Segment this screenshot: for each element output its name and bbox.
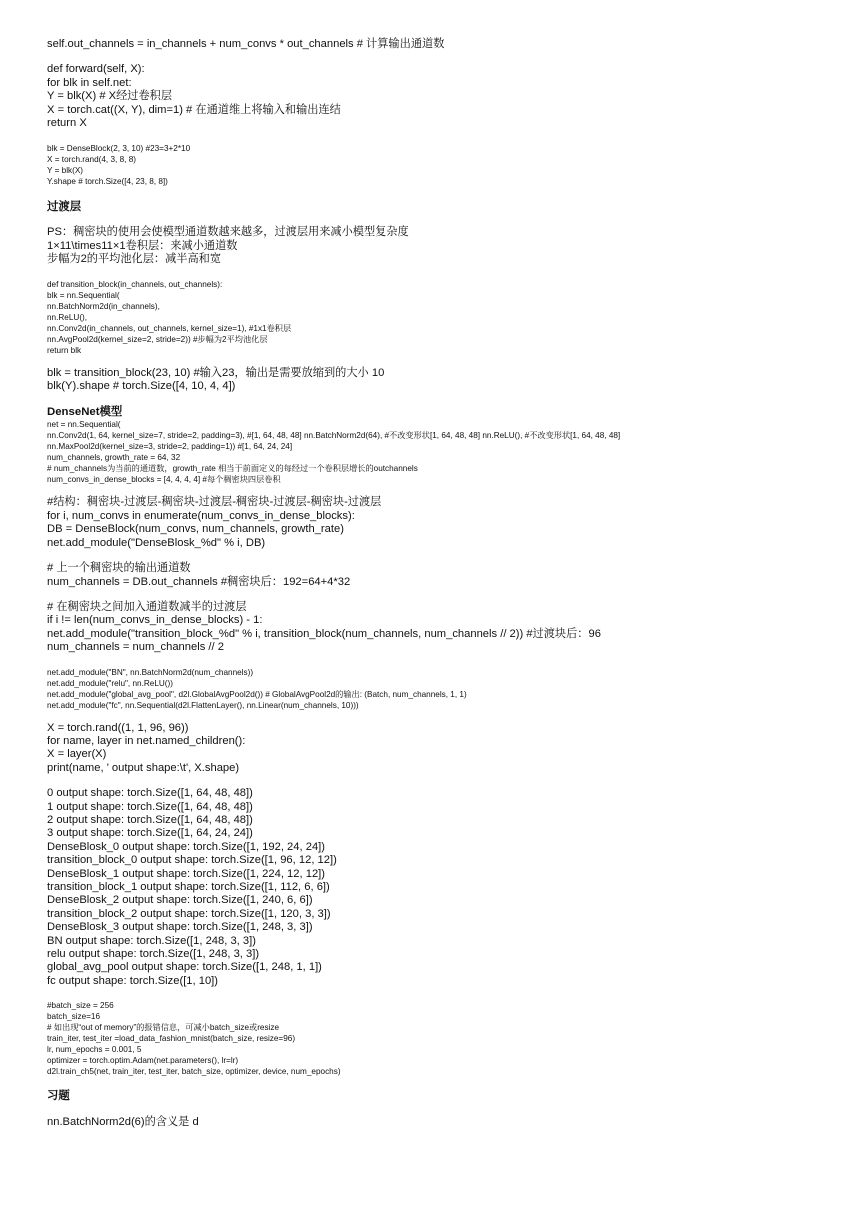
text-line: DenseBlosk_3 output shape: torch.Size([1, 248, 3, 3]) [47,921,313,934]
text-line: Y = blk(X) [47,166,84,176]
text-line: # 上一个稠密块的输出通道数 [47,562,191,575]
code-block [47,1000,847,1077]
text-line: net = nn.Sequential( [47,420,121,430]
text-line: nn.MaxPool2d(kernel_size=3, stride=2, padding=1)) #[1, 64, 24, 24] [47,442,293,452]
text-block [47,562,847,589]
text-line: 步幅为2的平均池化层：减半高和宽 [47,253,222,266]
text-line: global_avg_pool output shape: torch.Size([1, 248, 1, 1]) [47,961,322,974]
text-line: return X [47,117,87,130]
code-block [47,143,847,187]
text-line: num_channels = DB.out_channels #稠密块后：192=64+4*32 [47,575,351,588]
text-line: for name, layer in net.named_children(): [47,734,246,747]
text-line: X = torch.rand(4, 3, 8, 8) [47,155,136,165]
text-line: transition_block_1 output shape: torch.Size([1, 112, 6, 6]) [47,881,330,893]
text-block [47,787,847,988]
text-line: X = torch.cat((X, Y), dim=1) # 在通道维上将输入和输出连结 [47,103,341,116]
text-line: # 如出现“out of memory”的报错信息，可减小batch_size或resize [47,1023,280,1033]
text-line: blk = DenseBlock(2, 3, 10) #23=3+2*10 [47,144,191,154]
text-block [47,367,847,394]
text-line: batch_size=16 [47,1012,101,1022]
text-line: nn.Conv2d(in_channels, out_channels, kernel_size=1), #1x1卷积层 [47,323,292,333]
text-line: num_channels = num_channels // 2 [47,641,224,654]
text-block [47,226,847,266]
text-line: X = layer(X) [47,748,107,761]
text-block [47,63,847,130]
text-line: nn.AvgPool2d(kernel_size=2, stride=2)) #步幅为2平均池化层 [47,334,268,344]
text-line: BN output shape: torch.Size([1, 248, 3, 3]) [47,934,256,947]
text-line: print(name, ' output shape:\t', X.shape) [47,761,240,774]
text-line: for blk in self.net: [47,76,132,89]
text-line: for i, num_convs in enumerate(num_convs_in_dense_blocks): [47,509,355,522]
text-line: Y.shape # torch.Size([4, 23, 8, 8]) [47,177,168,187]
text-line: if i != len(num_convs_in_dense_blocks) - 1: [47,614,263,627]
text-block [47,38,847,51]
text-line: net.add_module("transition_block_%d" % i, transition_block(num_channels, num_channels // 2)) #过渡块后：96 [47,627,601,640]
text-line: blk = transition_block(23, 10) #输入23，输出是需要放缩到的大小 10 [47,366,385,379]
text-line: num_channels, growth_rate = 64, 32 [47,453,181,463]
text-line: transition_block_0 output shape: torch.Size([1, 96, 12, 12]) [47,854,337,867]
text-line: DenseBlosk_1 output shape: torch.Size([1, 224, 12, 12]) [47,867,325,880]
section-heading [47,405,847,419]
text-line: Y = blk(X) # X经过卷积层 [47,90,173,103]
text-line: fc output shape: torch.Size([1, 10]) [47,974,219,987]
text-line: 3 output shape: torch.Size([1, 64, 24, 24]) [47,827,253,840]
text-line: DenseBlosk_0 output shape: torch.Size([1, 192, 24, 24]) [47,840,325,853]
text-line: blk = nn.Sequential( [47,290,120,300]
text-line: lr, num_epochs = 0.001, 5 [47,1045,142,1055]
document-body [47,38,847,1130]
text-line: train_iter, test_iter =load_data_fashion_mnist(batch_size, resize=96) [47,1034,296,1044]
text-line: # num_channels为当前的通道数，growth_rate 相当于前面定义的每经过一个卷积层增长的outchannels [47,464,418,474]
text-line: 1×11\times11×1卷积层：来减小通道数 [47,239,238,252]
section-heading [47,200,847,214]
text-line: optimizer = torch.optim.Adam(net.parameters(), lr=lr) [47,1056,239,1066]
text-line: net.add_module("DenseBlosk_%d" % i, DB) [47,536,266,549]
text-line: PS：稠密块的使用会使模型通道数越来越多，过渡层用来减小模型复杂度 [47,226,409,239]
text-line: nn.BatchNorm2d(6)的含义是 d [47,1116,199,1129]
text-line: def transition_block(in_channels, out_channels): [47,279,223,289]
text-block [47,601,847,655]
text-line: nn.BatchNorm2d(in_channels), [47,301,160,311]
text-line: transition_block_2 output shape: torch.Size([1, 120, 3, 3]) [47,907,331,920]
text-line: X = torch.rand((1, 1, 96, 96)) [47,721,189,734]
text-line: d2l.train_ch5(net, train_iter, test_iter, batch_size, optimizer, device, num_epochs) [47,1067,341,1077]
text-line: def forward(self, X): [47,63,145,76]
text-block [47,1116,847,1129]
text-line: net.add_module("fc", nn.Sequential(d2l.FlattenLayer(), nn.Linear(num_channels, 10))) [47,700,359,710]
text-line: 0 output shape: torch.Size([1, 64, 48, 48]) [47,787,253,800]
text-line: DenseNet模型 [47,406,123,419]
text-line: 习题 [47,1090,70,1103]
text-line: #batch_size = 256 [47,1001,114,1011]
text-line: self.out_channels = in_channels + num_convs * out_channels # 计算输出通道数 [47,38,445,50]
code-block [47,419,847,485]
text-line: net.add_module("global_avg_pool", d2l.GlobalAvgPool2d()) # GlobalAvgPool2d的输出: (Batch, num_channels, 1, 1) [47,689,467,699]
text-line: 2 output shape: torch.Size([1, 64, 48, 48]) [47,813,253,826]
text-line: net.add_module("relu", nn.ReLU()) [47,678,173,688]
text-block [47,722,847,776]
code-block [47,667,847,711]
text-line: num_convs_in_dense_blocks = [4, 4, 4, 4] #每个稠密块四层卷积 [47,475,281,485]
text-line: nn.Conv2d(1, 64, kernel_size=7, stride=2, padding=3), #[1, 64, 48, 48] nn.BatchNorm2d(64), #不改变形状[1, 64, 48, 48] nn.ReLU(), #不改变形状[1, 64, 48, 48] [47,431,621,441]
text-line: DenseBlosk_2 output shape: torch.Size([1, 240, 6, 6]) [47,894,313,907]
code-block [47,279,847,356]
text-line: DB = DenseBlock(num_convs, num_channels, growth_rate) [47,523,344,536]
text-line: net.add_module("BN", nn.BatchNorm2d(num_channels)) [47,667,254,677]
text-line: 过渡层 [47,201,82,214]
text-line: return blk [47,345,82,355]
text-line: blk(Y).shape # torch.Size([4, 10, 4, 4]) [47,380,236,393]
section-heading [47,1089,847,1103]
text-line: 1 output shape: torch.Size([1, 64, 48, 48]) [47,800,253,813]
text-line: #结构：稠密块-过渡层-稠密块-过渡层-稠密块-过渡层-稠密块-过渡层 [47,496,382,509]
text-block [47,496,847,550]
text-line: relu output shape: torch.Size([1, 248, 3, 3]) [47,948,260,961]
text-line: nn.ReLU(), [47,312,88,322]
text-line: # 在稠密块之间加入通道数减半的过渡层 [47,600,247,613]
